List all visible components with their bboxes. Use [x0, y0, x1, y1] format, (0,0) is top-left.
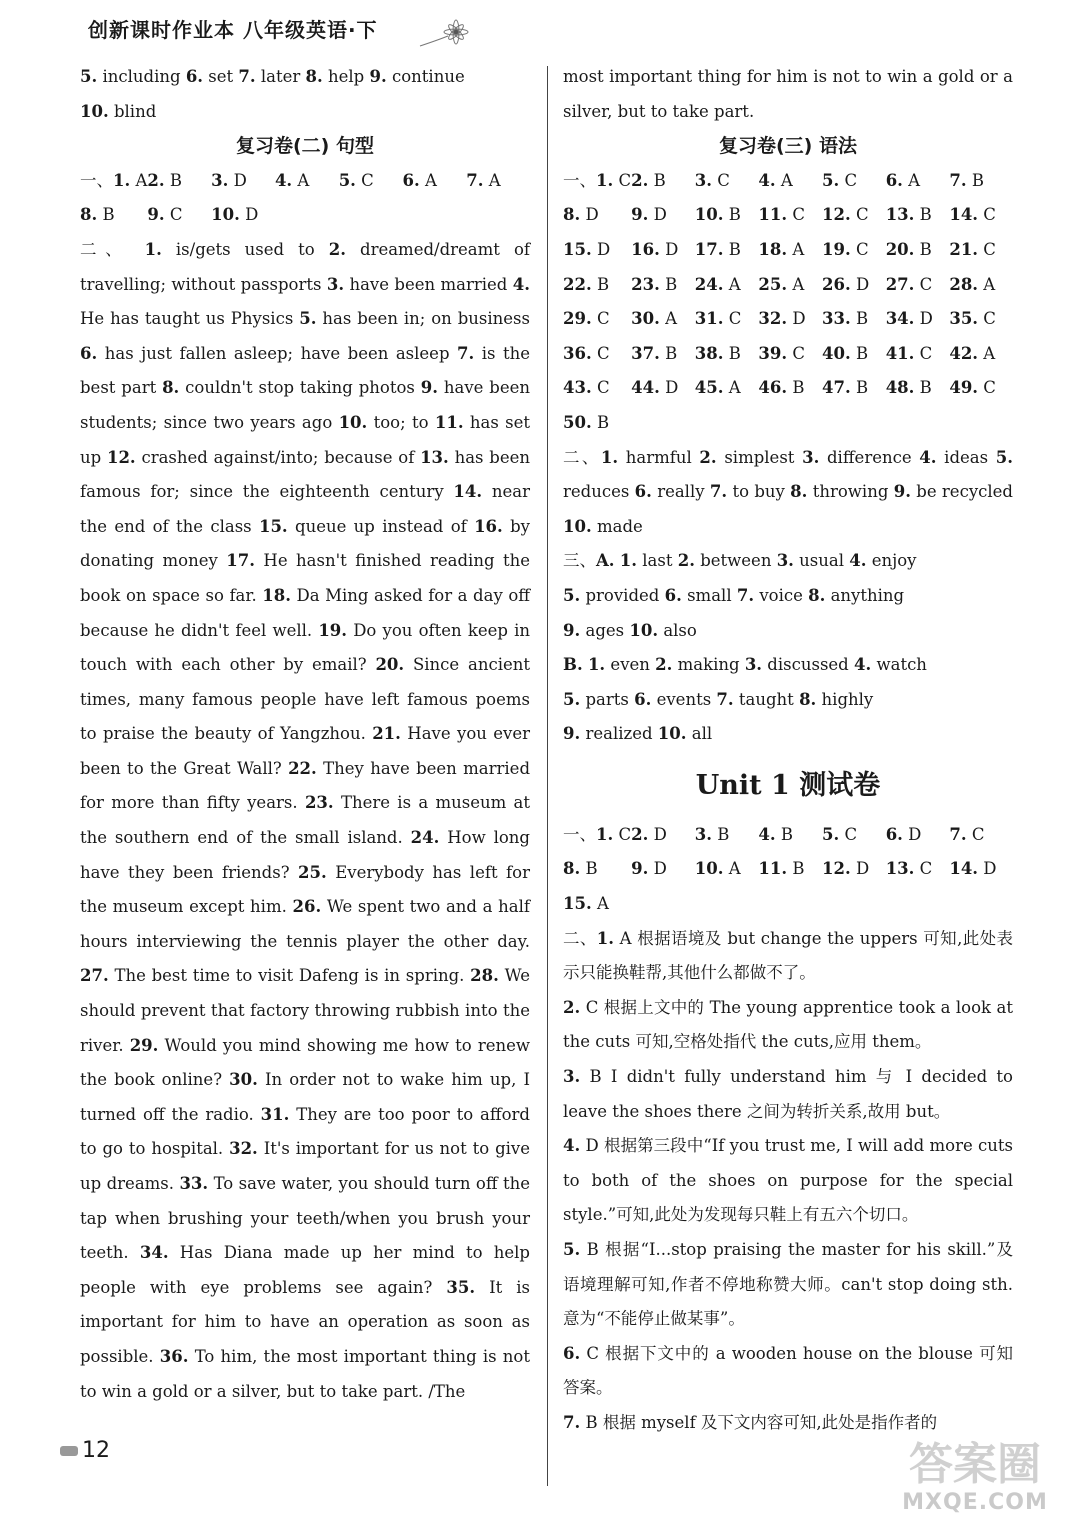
- answer-item: 12. C: [822, 205, 869, 225]
- flower-icon: [418, 16, 474, 50]
- answer-item: 23. B: [631, 274, 678, 294]
- book-title: 创新课时作业本 八年级英语·下: [88, 18, 378, 42]
- column-divider: [547, 66, 548, 1486]
- review3-part3a: 三、A. 1. last 2. between 3. usual 4. enjoy 5. provided 6. small 7. voice 8. anything 9. ages 10. also: [563, 551, 917, 640]
- answer-item: 31. C: [694, 309, 742, 329]
- answer-item: 5. C: [822, 824, 858, 844]
- review3-part3b: B. 1. even 2. making 3. discussed 4. watch 5. parts 6. events 7. taught 8. highly 9. realized 10. all: [563, 655, 927, 744]
- unit1-explanations: [563, 922, 1013, 1441]
- explanation-item: 3. B I didn't fully understand him 与 I decided to leave the shoes there 之间为转折关系,故用 but。: [563, 1067, 1013, 1121]
- answer-item: 29. C: [563, 309, 610, 329]
- answer-item: 27. C: [885, 274, 933, 294]
- answer-item: 50. B: [563, 412, 610, 432]
- answer-item: 8. B: [563, 859, 598, 879]
- answer-item: 13. C: [885, 859, 933, 879]
- explanation-item: 4. D 根据第三段中“If you trust me, I will add more cuts to both of the shoes on purpose for the special style.”可知,此处为发现每只鞋上有五六个切口。: [563, 1136, 1013, 1225]
- answer-item: 38. B: [694, 343, 741, 363]
- unit1-choice-answers: [563, 818, 1013, 922]
- review2-title: 复习卷(二) 句型: [236, 135, 374, 158]
- answer-item: 11. C: [758, 205, 805, 225]
- answer-item: 42. A: [949, 343, 996, 363]
- answer-item: 9. D: [631, 859, 667, 879]
- answer-item: 14. D: [949, 859, 997, 879]
- answers-line: 5. including 6. set 7. later 8. help 9. continue: [80, 67, 465, 86]
- answer-item: 15. A: [563, 894, 609, 914]
- answer-item: 22. B: [563, 274, 610, 294]
- answer-item: 10. A: [694, 859, 741, 879]
- answer-item: 5. C: [338, 170, 374, 190]
- watermark-url: MXQE.COM: [902, 1490, 1048, 1515]
- answer-item: 12. D: [822, 859, 870, 879]
- answer-item: 9. D: [631, 205, 667, 225]
- answer-item: 19. C: [822, 239, 869, 259]
- answer-item: 44. D: [631, 378, 679, 398]
- answer-item: 37. B: [631, 343, 678, 363]
- review3-title: 复习卷(三) 语法: [719, 135, 857, 158]
- answer-item: 20. B: [885, 239, 932, 259]
- watermark: [900, 1440, 1050, 1530]
- answer-item: 11. B: [758, 859, 805, 879]
- explanation-item: 5. B 根据“I...stop praising the master for his skill.”及语境理解可知,作者不停地称赞大师。can't stop doing sth. 意为“不能停止做某事”。: [563, 1240, 1013, 1329]
- watermark-logo: 答案圈: [909, 1439, 1041, 1490]
- answer-item: 7. A: [466, 170, 501, 190]
- answer-item: 15. D: [563, 239, 611, 259]
- explanation-item: 6. C 根据下文中的 a wooden house on the blouse 可知答案。: [563, 1343, 1013, 1398]
- answer-item: 17. B: [694, 239, 741, 259]
- answer-item: 4. A: [274, 170, 310, 190]
- answer-item: 39. C: [758, 343, 805, 363]
- answer-item: 41. C: [885, 343, 933, 363]
- review2-sentence-answers: 二、 1. is/gets used to 2. dreamed/dreamt of travelling; without passports 3. have been married 4. He has taught us Physics 5. has been in; on business 6. has just fallen asleep; have been asleep 7. is the best part 8. couldn't stop taking photos 9. have been students; since two years ago 10. too; to 11. has set up 12. crashed against/into; because of 13. has been famous for; since the eighteenth century 14. near the end of the class 15. queue up instead of 16. by donating money 17. He hasn't finished reading the book on space so far. 18. Da Ming asked for a day off because he didn't feel well. 19. Do you often keep in touch with each other by email? 20. Since ancient times, many famous people have left famous poems to praise the beauty of Yangzhou. 21. Have you ever been to the Great Wall? 22. They have been married for more than fifty years. 23. There is a museum at the southern end of the small island. 24. How long have they been friends? 25. Everybody has left for the museum except him. 26. We spent two and a half hours interviewing the tennis player the other day. 27. The best time to visit Dafeng is in spring. 28. We should prevent that factory throwing rubbish into the river. 29. Would you mind showing me how to renew the book online? 30. In order not to wake him up, I turned off the radio. 31. They are too poor to afford to go to hospital. 32. It's important for us not to give up dreams. 33. To save water, you should turn off the tap when brushing your teeth/when you brush your teeth. 34. Has Diana made up her mind to help people with eye problems see again? 35. It is important for him to have an operation as soon as possible. 36. To him, the most important thing is not to win a gold or a silver, but to take part. /The: [80, 239, 531, 1401]
- unit1-title: Unit 1 测试卷: [695, 769, 881, 801]
- answer-item: 21. C: [949, 239, 996, 259]
- answer-item: 24. A: [694, 274, 741, 294]
- answer-item: 6. A: [885, 170, 921, 190]
- answer-item: 一、1. A: [80, 170, 148, 190]
- answer-item: 46. B: [758, 378, 805, 398]
- review2-choice-answers: [80, 164, 530, 233]
- answer-item: 45. A: [694, 378, 741, 398]
- answer-item: 33. B: [822, 309, 869, 329]
- answer-item: 18. A: [758, 239, 805, 259]
- answer-item: 6. D: [885, 824, 922, 844]
- answer-item: 2. D: [631, 824, 667, 844]
- answer-item: 7. C: [949, 824, 985, 844]
- page-tab-icon: [60, 1446, 78, 1456]
- answer-item: 6. A: [402, 170, 437, 190]
- answer-item: 35. C: [949, 309, 996, 329]
- answer-item: 一、1. C: [563, 170, 632, 190]
- explanation-item: 二、1. A 根据语境及 but change the uppers 可知,此处表示只能换鞋帮,其他什么都做不了。: [563, 928, 1014, 983]
- answer-item: 9. C: [147, 205, 183, 225]
- answer-item: 10. D: [211, 205, 259, 225]
- answer-item: 一、1. C: [563, 824, 632, 844]
- answer-item: 48. B: [885, 378, 932, 398]
- answer-item: 43. C: [563, 378, 610, 398]
- continued-answer: most important thing for him is not to win a gold or a silver, but to take part.: [563, 67, 1013, 121]
- answer-item: 34. D: [885, 309, 933, 329]
- answers-line: 10. blind: [80, 101, 157, 121]
- answer-item: 7. B: [949, 170, 984, 190]
- answer-item: 2. B: [147, 170, 183, 190]
- answer-item: 32. D: [758, 309, 806, 329]
- left-column: [80, 60, 530, 1409]
- answer-item: 26. D: [822, 274, 870, 294]
- page-number: 12: [60, 1438, 110, 1463]
- review3-part2: 二、1. harmful 2. simplest 3. difference 4. ideas 5. reduces 6. really 7. to buy 8. throwing 9. be recycled 10. made: [563, 447, 1013, 536]
- answer-item: 40. B: [822, 343, 869, 363]
- answer-item: 4. B: [758, 824, 794, 844]
- answer-item: 25. A: [758, 274, 805, 294]
- explanation-item: 2. C 根据上文中的 The young apprentice took a look at the cuts 可知,空格处指代 the cuts,应用 them。: [563, 997, 1013, 1052]
- page-header: [88, 14, 378, 43]
- answer-item: 28. A: [949, 274, 996, 294]
- answer-item: 3. D: [211, 170, 247, 190]
- answer-item: 10. B: [694, 205, 741, 225]
- review3-choice-answers: [563, 164, 1013, 441]
- answer-item: 2. B: [631, 170, 666, 190]
- answer-item: 36. C: [563, 343, 610, 363]
- answer-item: 30. A: [631, 309, 677, 329]
- answer-item: 47. B: [822, 378, 869, 398]
- right-column: [563, 60, 1013, 1441]
- answer-item: 8. B: [80, 205, 115, 225]
- answer-item: 4. A: [758, 170, 793, 190]
- answer-item: 3. B: [694, 824, 730, 844]
- answer-item: 5. C: [822, 170, 858, 190]
- answer-item: 3. C: [694, 170, 730, 190]
- answer-item: 13. B: [885, 205, 932, 225]
- answer-item: 14. C: [949, 205, 996, 225]
- answer-item: 16. D: [631, 239, 679, 259]
- answer-item: 49. C: [949, 378, 996, 398]
- answer-item: 8. D: [563, 205, 599, 225]
- explanation-item: 7. B 根据 myself 及下文内容可知,此处是指作者的: [563, 1412, 938, 1432]
